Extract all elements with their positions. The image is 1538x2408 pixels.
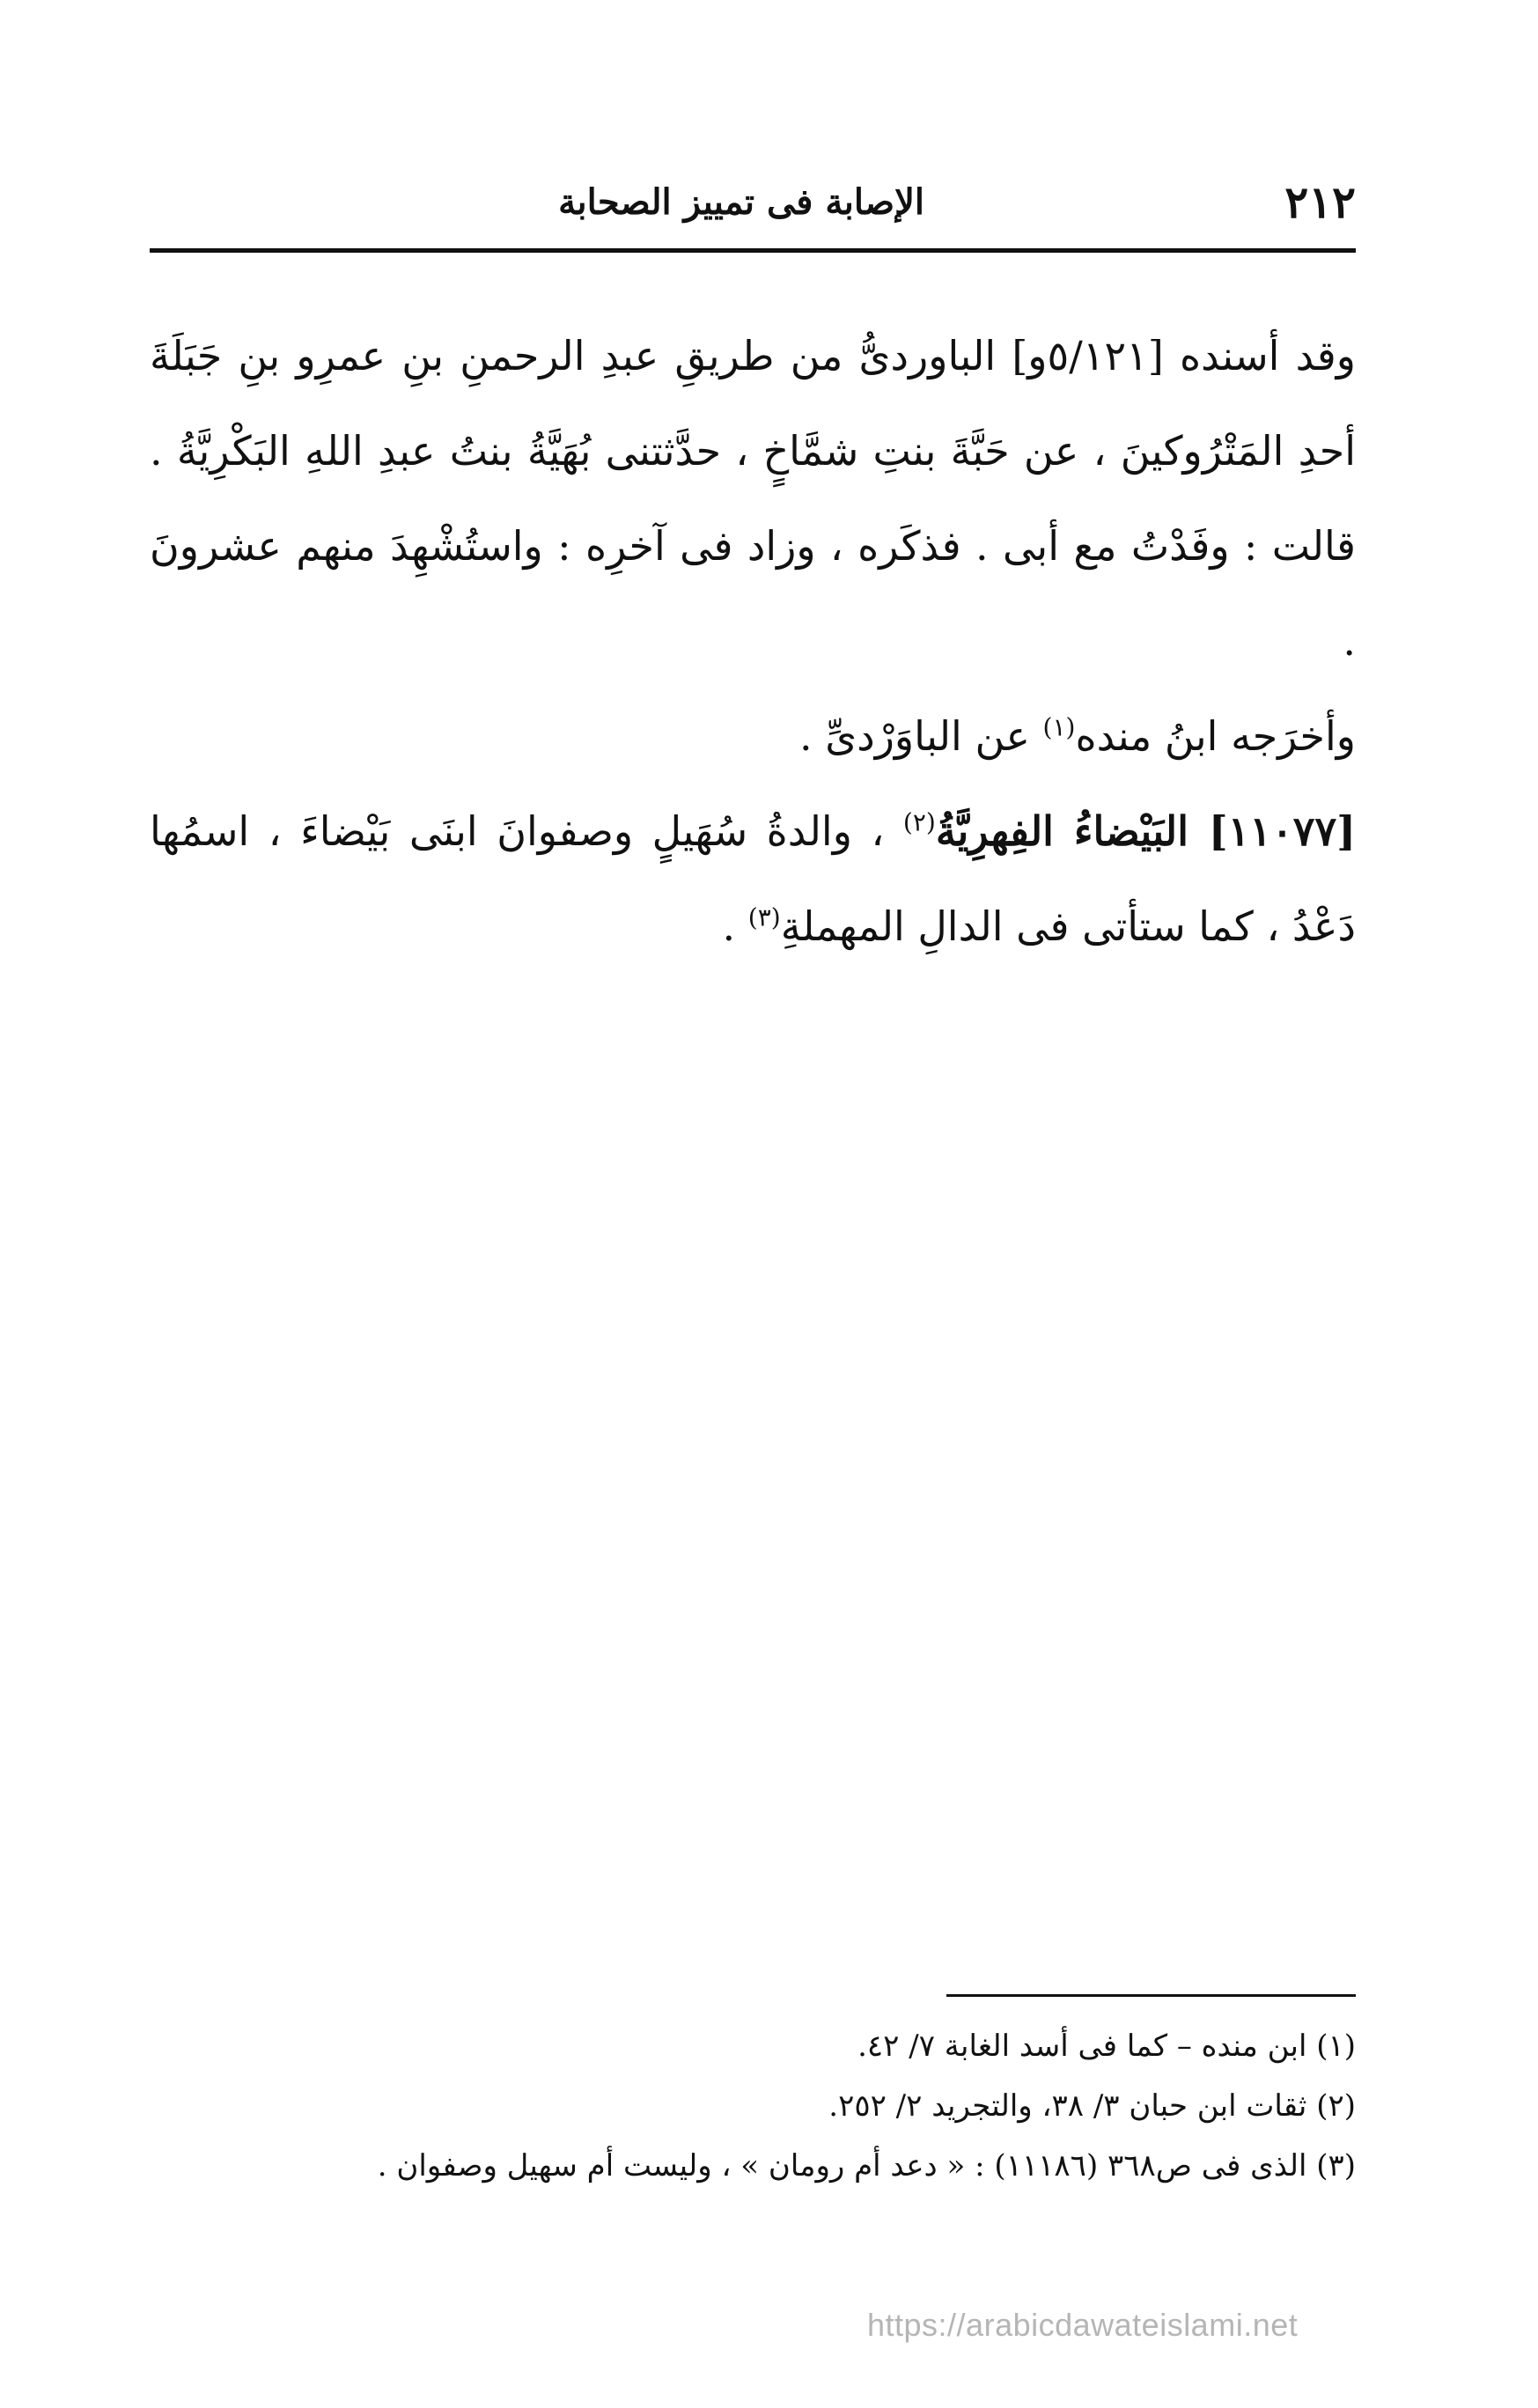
- entry-text-end: .: [722, 902, 748, 950]
- footnote-3: (٣) الذى فى ص٣٦٨ (١١١٨٦) : « دعد أم رومان » ، وليست أم سهيل وصفوان .: [377, 2148, 1356, 2183]
- running-header: [150, 172, 1356, 233]
- paragraph-2: [150, 689, 1356, 784]
- entry-11077: [150, 784, 1356, 974]
- entry-text: ، والدةُ سُهَيلٍ وصفوانَ ابنَى بَيْضاءَ ، اسمُها دَعْدُ ، كما ستأتى فى الدالِ المهملةِ: [150, 807, 1356, 950]
- footnote-2: (٢) ثقات ابن حبان ٣/ ٣٨، والتجريد ٢/ ٢٥٢.: [828, 2088, 1356, 2124]
- page-number: ٢١٢: [1284, 176, 1356, 228]
- footnotes: [150, 2016, 1356, 2196]
- footnote-1: (١) ابن منده – كما فى أسد الغابة ٧/ ٤٢.: [857, 2029, 1356, 2064]
- footnote-ref-3: (٣): [747, 902, 781, 932]
- running-title: الإصابة فى تمييز الصحابة: [558, 181, 924, 223]
- paragraph-1: وقد أسنده [٥/١٢١و] الباوردىُّ من طريقِ عبدِ الرحمنِ بنِ عمرِو بنِ جَبَلَةَ أحدِ المَتْرُوكينَ ، عن حَبَّةَ بنتِ شمَّاخٍ ، حدَّثتنى بُهَيَّةُ بنتُ عبدِ اللهِ البَكْرِيَّةُ . قالت : وفَدْتُ مع أبى . فذكَره ، وزاد فى آخرِه : واستُشْهِدَ منهم عشرونَ .: [150, 332, 1356, 665]
- footnote-ref-2: (٢): [902, 807, 936, 837]
- paragraph-2-text: وأخرَجه ابنُ منده: [1075, 712, 1356, 760]
- watermark-url: https://arabicdawateislami.net: [867, 2307, 1299, 2343]
- footnote-rule: [946, 1994, 1356, 1997]
- paragraph-2-tail: عن الباوَرْدىِّ .: [798, 712, 1043, 760]
- entry-heading: [١١٠٧٧] البَيْضاءُ الفِهرِيَّةُ: [935, 807, 1356, 855]
- main-text: [150, 308, 1356, 974]
- footnote-ref-1: (١): [1042, 712, 1076, 742]
- header-rule: [150, 248, 1356, 253]
